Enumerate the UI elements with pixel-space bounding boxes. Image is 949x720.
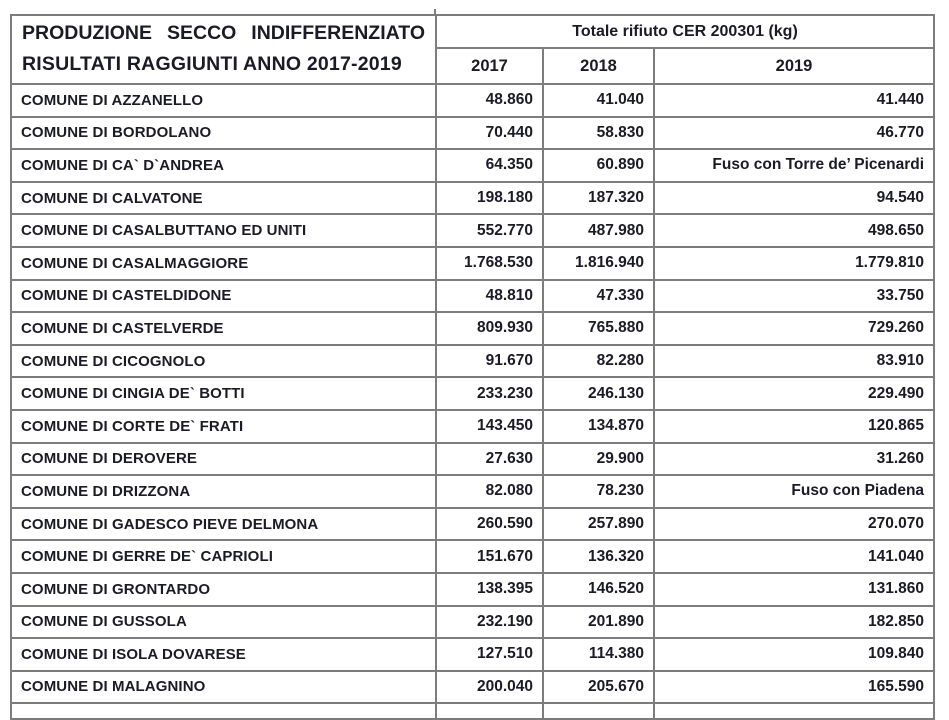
commune-name-cell: COMUNE DI MALAGNINO [11, 671, 436, 704]
value-2017-cell: 1.768.530 [436, 247, 543, 280]
value-2019-cell: Fuso con Piadena [654, 475, 934, 508]
table-row [11, 280, 934, 313]
table-title-line2: RISULTATI RAGGIUNTI ANNO 2017-2019 [22, 53, 402, 75]
commune-name-cell: COMUNE DI GRONTARDO [11, 573, 436, 606]
table-row [11, 508, 934, 541]
table-row [11, 345, 934, 378]
commune-name-cell: COMUNE DI DRIZZONA [11, 475, 436, 508]
value-2018-cell: 47.330 [543, 280, 654, 313]
value-2019-cell: 498.650 [654, 214, 934, 247]
table-header [11, 15, 934, 84]
value-2018-cell: 58.830 [543, 117, 654, 150]
total-waste-header: Totale rifiuto CER 200301 (kg) [436, 15, 934, 48]
year-header-2017: 2017 [436, 48, 543, 84]
table-row [11, 573, 934, 606]
value-2019-cell: Fuso con Torre de’ Picenardi [654, 149, 934, 182]
value-2017-cell: 70.440 [436, 117, 543, 150]
value-2019-cell: 182.850 [654, 606, 934, 639]
value-2017-cell: 27.630 [436, 443, 543, 476]
value-2018-cell: 60.890 [543, 149, 654, 182]
table-row [11, 247, 934, 280]
value-2018-cell: 187.320 [543, 182, 654, 215]
table-row [11, 84, 934, 117]
commune-name-cell: COMUNE DI CASTELVERDE [11, 312, 436, 345]
value-2019-cell: 729.260 [654, 312, 934, 345]
value-2018-cell: 41.040 [543, 84, 654, 117]
commune-name-cell: COMUNE DI AZZANELLO [11, 84, 436, 117]
value-2018-cell: 78.230 [543, 475, 654, 508]
value-2018-cell: 136.320 [543, 540, 654, 573]
value-2017-cell: 232.190 [436, 606, 543, 639]
waste-production-table [10, 14, 935, 720]
value-2017-cell: 151.670 [436, 540, 543, 573]
commune-name-cell: COMUNE DI GUSSOLA [11, 606, 436, 639]
commune-name-cell: COMUNE DI CASALBUTTANO ED UNITI [11, 214, 436, 247]
value-2018-cell: 134.870 [543, 410, 654, 443]
table-row [11, 149, 934, 182]
commune-name-cell: COMUNE DI ISOLA DOVARESE [11, 638, 436, 671]
table-title [11, 15, 436, 84]
value-2017-cell: 48.810 [436, 280, 543, 313]
table-row [11, 377, 934, 410]
value-2019-cell: 229.490 [654, 377, 934, 410]
value-2019-cell: 141.040 [654, 540, 934, 573]
value-2018-cell: 246.130 [543, 377, 654, 410]
value-2017-cell: 48.860 [436, 84, 543, 117]
table-body [11, 84, 934, 719]
table-row [11, 638, 934, 671]
table-row [11, 475, 934, 508]
value-2017-cell: 260.590 [436, 508, 543, 541]
table-row [11, 117, 934, 150]
value-2018-cell: 487.980 [543, 214, 654, 247]
value-2018-cell: 765.880 [543, 312, 654, 345]
value-2019-cell: 94.540 [654, 182, 934, 215]
value-2018-cell: 29.900 [543, 443, 654, 476]
value-2018-cell: 82.280 [543, 345, 654, 378]
value-2017-cell: 64.350 [436, 149, 543, 182]
value-2019-cell: 165.590 [654, 671, 934, 704]
table-row [11, 606, 934, 639]
commune-name-cell: COMUNE DI CASALMAGGIORE [11, 247, 436, 280]
value-2019-cell: 270.070 [654, 508, 934, 541]
commune-name-cell: COMUNE DI CORTE DE` FRATI [11, 410, 436, 443]
commune-name-cell: COMUNE DI CA` D`ANDREA [11, 149, 436, 182]
value-2018-cell: 1.816.940 [543, 247, 654, 280]
commune-name-cell: COMUNE DI GERRE DE` CAPRIOLI [11, 540, 436, 573]
commune-name-cell: COMUNE DI DEROVERE [11, 443, 436, 476]
header-row-top [11, 15, 934, 48]
table-row [11, 443, 934, 476]
value-2018-cell: 201.890 [543, 606, 654, 639]
cropped-partial-row [11, 703, 934, 719]
value-2017-cell: 138.395 [436, 573, 543, 606]
table-row [11, 312, 934, 345]
value-2017-cell: 233.230 [436, 377, 543, 410]
commune-name-cell: COMUNE DI CICOGNOLO [11, 345, 436, 378]
cropped-cell [436, 703, 543, 719]
value-2019-cell: 1.779.810 [654, 247, 934, 280]
value-2018-cell: 257.890 [543, 508, 654, 541]
value-2017-cell: 82.080 [436, 475, 543, 508]
value-2017-cell: 809.930 [436, 312, 543, 345]
table-row [11, 182, 934, 215]
value-2019-cell: 33.750 [654, 280, 934, 313]
commune-name-cell: COMUNE DI BORDOLANO [11, 117, 436, 150]
table-title-line1: PRODUZIONE SECCO INDIFFERENZIATO [22, 22, 425, 44]
value-2019-cell: 46.770 [654, 117, 934, 150]
table-row [11, 214, 934, 247]
value-2019-cell: 109.840 [654, 638, 934, 671]
commune-name-cell: COMUNE DI CALVATONE [11, 182, 436, 215]
value-2019-cell: 41.440 [654, 84, 934, 117]
value-2017-cell: 91.670 [436, 345, 543, 378]
value-2019-cell: 120.865 [654, 410, 934, 443]
value-2018-cell: 114.380 [543, 638, 654, 671]
cropped-cell [11, 703, 436, 719]
value-2017-cell: 127.510 [436, 638, 543, 671]
commune-name-cell: COMUNE DI GADESCO PIEVE DELMONA [11, 508, 436, 541]
table-row [11, 671, 934, 704]
value-2017-cell: 198.180 [436, 182, 543, 215]
table-row [11, 540, 934, 573]
value-2017-cell: 143.450 [436, 410, 543, 443]
value-2017-cell: 552.770 [436, 214, 543, 247]
cropped-cell [654, 703, 934, 719]
commune-name-cell: COMUNE DI CASTELDIDONE [11, 280, 436, 313]
value-2019-cell: 131.860 [654, 573, 934, 606]
year-header-2019: 2019 [654, 48, 934, 84]
value-2019-cell: 31.260 [654, 443, 934, 476]
value-2018-cell: 205.670 [543, 671, 654, 704]
value-2018-cell: 146.520 [543, 573, 654, 606]
year-header-2018: 2018 [543, 48, 654, 84]
commune-name-cell: COMUNE DI CINGIA DE` BOTTI [11, 377, 436, 410]
table-row [11, 410, 934, 443]
cropped-cell [543, 703, 654, 719]
value-2019-cell: 83.910 [654, 345, 934, 378]
value-2017-cell: 200.040 [436, 671, 543, 704]
